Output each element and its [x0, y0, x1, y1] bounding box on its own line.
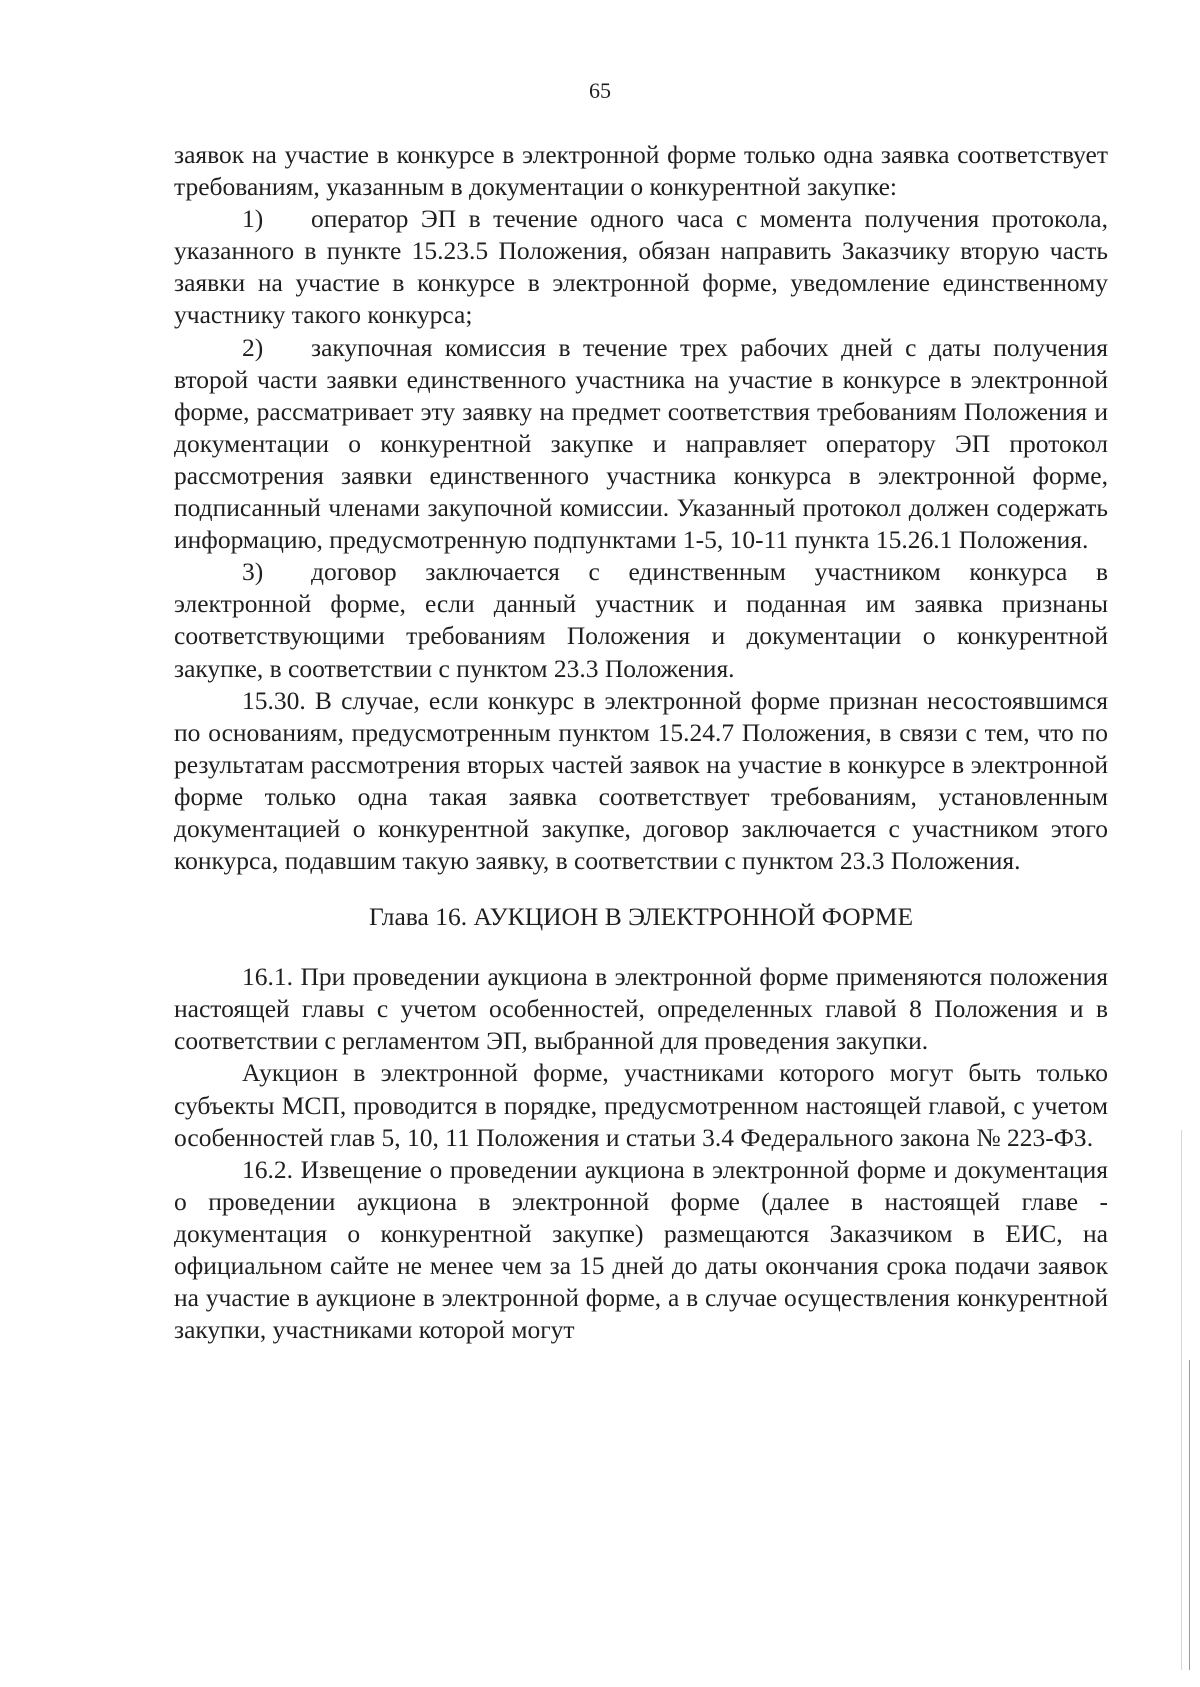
page-body: [174, 139, 1108, 1346]
list-item: [174, 332, 1108, 557]
scan-edge-line: [1181, 1130, 1182, 1670]
paragraph-16-1: 16.1. При проведении аукциона в электронной форме применяются положения настоящей главы с учетом особенностей, определенных главой 8 Положения и в соответствии с регламентом ЭП, выбранной для проведения закупки.: [174, 962, 1108, 1056]
list-item-text: закупочная комиссия в течение трех рабочих дней с даты получения второй части заявки единственного участника на участие в конкурсе в электронной форме, рассматривает эту заявку на предмет соответствия требованиям Положения и документации о конкурентной закупке и направляет оператору ЭП протокол рассмотрения заявки единственного участника конкурса в электронной форме, подписанный членами закупочной комиссии. Указанный протокол должен содержать информацию, предусмотренную подпунктами 1-5, 10-11 пункта 15.26.1 Положения.: [174, 332, 1108, 555]
list-item: [174, 556, 1108, 684]
list-item-text: оператор ЭП в течение одного часа с момента получения протокола, указанного в пункте 15.23.5 Положения, обязан направить Заказчику вторую часть заявки на участие в конкурсе в электронной форме, уведомление единственному участнику такого конкурса;: [174, 204, 1108, 330]
list-item-text: договор заключается с единственным участником конкурса в электронной форме, если данный участник и поданная им заявка признаны соответствующими требованиям Положения и документации о конкурентной закупке, в соответствии с пунктом 23.3 Положения.: [174, 557, 1108, 683]
paragraph-16-1-msp: Аукцион в электронной форме, участниками которого могут быть только субъекты МСП, проводится в порядке, предусмотренном настоящей главой, с учетом особенностей глав 5, 10, 11 Положения и статьи 3.4 Федерального закона № 223-ФЗ.: [174, 1058, 1108, 1152]
paragraph-16-2: 16.2. Извещение о проведении аукциона в электронной форме и документация о проведении аукциона в электронной форме (далее в настоящей главе - документация о конкурентной закупке) размещаются Заказчиком в ЕИС, на официальном сайте не менее чем за 15 дней до даты окончания срока подачи заявок на участие в аукционе в электронной форме, а в случае осуществления конкурентной закупки, участниками которой могут: [174, 1154, 1108, 1345]
chapter-heading: Глава 16. АУКЦИОН В ЭЛЕКТРОННОЙ ФОРМЕ: [368, 902, 914, 932]
list-item-number: 1): [242, 204, 264, 234]
list-item-number: 3): [242, 557, 264, 587]
page-number: 65: [589, 78, 611, 103]
list-item-number: 2): [242, 332, 264, 362]
list-item: [174, 203, 1108, 331]
scan-edge-line: [1189, 1360, 1190, 1670]
intro-paragraph: заявок на участие в конкурсе в электронной форме только одна заявка соответствует требованиям, указанным в документации о конкурентной закупке:: [174, 140, 1108, 202]
paragraph-15-30: 15.30. В случае, если конкурс в электронной форме признан несостоявшимся по основаниям, предусмотренным пунктом 15.24.7 Положения, в связи с тем, что по результатам рассмотрения вторых частей заявок на участие в конкурсе в электронной форме только одна такая заявка соответствует требованиям, установленным документацией о конкурентной закупке, договор заключается с участником этого конкурса, подавшим такую заявку, в соответствии с пунктом 23.3 Положения.: [174, 685, 1108, 876]
